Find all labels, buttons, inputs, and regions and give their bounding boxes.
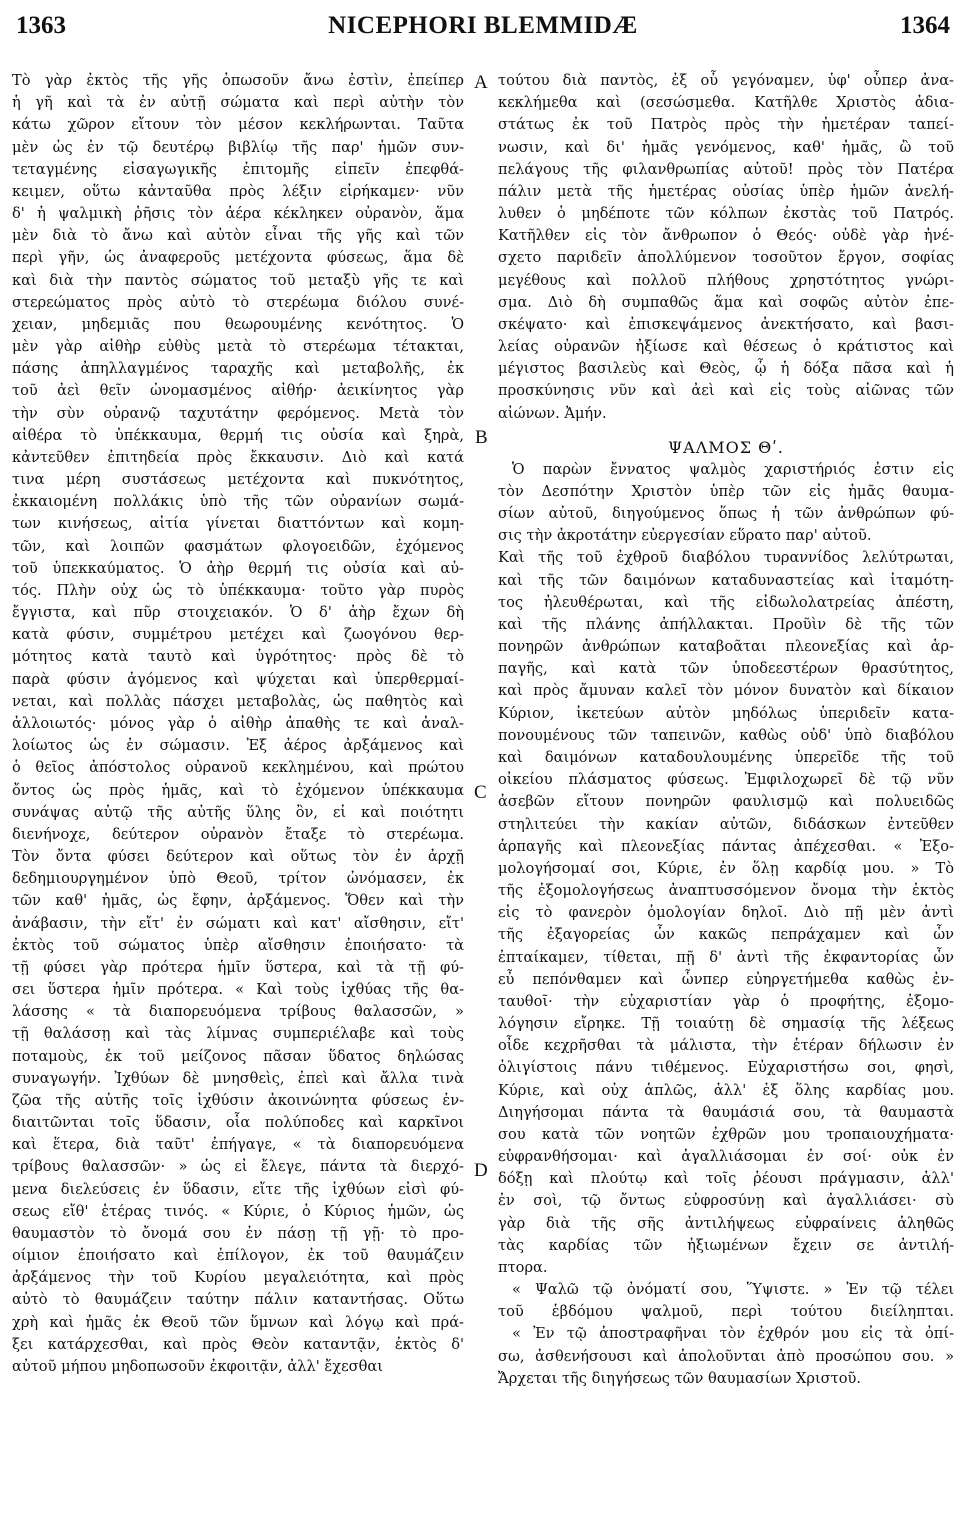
text-line: κεκλήμεθα καὶ (σεσώσμεθα. Κατῆλθε Χριστὸς ἀδια- bbox=[498, 94, 954, 112]
text-line: ἀρξάμενος τὴν τοῦ Κυρίου μεγαλειότητα, καὶ πρὸς bbox=[12, 1269, 464, 1287]
text-line: σει ὕστερα ἡμῖν πρότερα. « Καὶ τοὺς ἰχθύας τῆς θα- bbox=[12, 981, 464, 999]
text-line: Κατῆλθεν εἰς τὸν ἄνθρωπον ὁ Θεός· οὐδὲ γὰρ ἠνέ- bbox=[498, 227, 954, 245]
text-line: « Ἐν τῷ ἀποστραφῆναι τὸν ἐχθρόν μου εἰς τὰ ὀπί- bbox=[512, 1325, 954, 1343]
text-line: ὀλιγίστοις πάνυ τιθέμενος. Εὐχαριστήσω σοι, φησὶ, bbox=[498, 1059, 954, 1077]
text-line: Κύριε, καὶ οὐχ ἁπλῶς, ἀλλ' ἐξ ὅλης καρδίας μου. bbox=[498, 1081, 954, 1099]
text-line: νεται, καὶ πολλὰς πάσχει μεταβολὰς, ὡς παθητὸς καὶ bbox=[12, 692, 464, 710]
margin-marker-c: C bbox=[474, 782, 487, 803]
text-line: περὶ γῆν, ὡς ἀναφεροῦς μετέχοντα φύσεως, ἅμα δὲ bbox=[12, 249, 464, 267]
text-line: πάλιν μετὰ τῆς ἡμετέρας οὐσίας ὑπὲρ ἡμῶν ἀνελή- bbox=[498, 182, 954, 200]
text-line: καὶ πρὸς ἄμυναν καλεῖ τὸν μόνον δυνατὸν καὶ δίκαιον bbox=[498, 682, 954, 700]
text-line: τοῦ ἑβδόμου ψαλμοῦ, περὶ τούτου διείληπται. bbox=[498, 1303, 954, 1321]
text-line: πονουμένους τῶν ταπεινῶν, καθὼς οὐδ' ὑπὸ διαβόλου bbox=[498, 726, 954, 744]
margin-marker-b: B bbox=[475, 427, 488, 448]
page-number-right: 1364 bbox=[900, 12, 950, 39]
text-line: ξει κατάρχεσθαι, καὶ πρὸς Θεὸν καταντᾷν, ἐκτὸς δ' bbox=[12, 1335, 464, 1353]
text-line: εἰς τὸ φανερὸν ὁμολογίαν δηλοῖ. Διὸ πῇ μὲν ἀντὶ bbox=[498, 904, 954, 922]
text-line: μότητος κατὰ ταυτὸ καὶ ὑγρότητος· πρὸς δὲ τὸ bbox=[12, 648, 464, 666]
text-line: στηλιτεύει τὴν κακίαν αὐτῶν, διδάσκων ἐντεῦθεν bbox=[498, 815, 954, 833]
text-line: σίων αὐτοῦ, διηγούμενος ὅπως ἡ τῶν ἀνθρώπων φύ- bbox=[498, 505, 954, 523]
text-line: τῇ φύσει γὰρ πρότερα ἡμῖν ὕστερα, καὶ τὰ τῇ φύ- bbox=[12, 958, 464, 976]
text-line: χρὴ καὶ ἡμᾶς ἐκ Θεοῦ τῶν ὕμνων καὶ λόγῳ καὶ πρά- bbox=[12, 1313, 464, 1331]
text-line: μὲν διὰ τὸ ἄνω καὶ αὐτὸν εἶναι τῆς γῆς καὶ τῶν bbox=[12, 227, 464, 245]
text-line: λάσσης « τὰ διαπορευόμενα τρίβους θαλασσῶν, » bbox=[12, 1003, 464, 1021]
text-line: συνάψας αὐτῷ τῆς αὐτῆς ὕλης ὂν, εἰ καὶ ποιότητι bbox=[12, 803, 464, 821]
text-line: σεως εἴθ' ἑτέρας τινός. « Κύριε, ὁ Κύριος ἡμῶν, ὡς bbox=[12, 1202, 464, 1220]
text-line: ὄντος ὡς πρὸς ἡμᾶς, καὶ τὸ ἐχόμενον ὑπέκκαυμα bbox=[12, 781, 464, 799]
text-line: νωσιν, καὶ δι' ἡμᾶς γενόμενος, καθ' ἡμᾶς, ὢ τοῦ bbox=[498, 138, 954, 156]
text-line: αἰθέρα τὸ ὑπέκκαυμα, θερμή τις οὐσία καὶ ξηρὰ, bbox=[12, 426, 464, 444]
text-line: καὶ τῆς πλάνης ἀπήλλακται. Προῦὶν δὲ τῆς τῶν bbox=[498, 615, 954, 633]
text-line: σμα. Διὸ δὴ συμπαθῶς ἅμα καὶ σοφῶς αὐτὸν ἐπε- bbox=[498, 293, 954, 311]
text-line: ἔγγιστα, καὶ πῦρ στοιχειακόν. Ὁ δ' ἀὴρ ἔχων δὴ bbox=[12, 604, 464, 622]
text-line: σχετο παριδεῖν ἀπολλύμενον τοσοῦτον ἔργον, σοφίας bbox=[498, 249, 954, 267]
text-line: οίμιον ἐποιήσατο καὶ ἐπίλογον, ἐκ τοῦ θαυμάζειν bbox=[12, 1247, 464, 1265]
text-line: μέγιστος βασιλεὺς καὶ Θεὸς, ᾧ ἡ δόξα πᾶσα καὶ ἡ bbox=[498, 360, 954, 378]
text-line: τῇ θαλάσσῃ καὶ τὰς λίμνας συμπεριέλαβε καὶ τοὺς bbox=[12, 1025, 464, 1043]
text-line: ἀλλοιωτός· μόνος γὰρ ὁ αἰθὴρ ἀπαθὴς τε καὶ ἀναλ- bbox=[12, 714, 464, 732]
text-line: τινα μέρη συστάσεως μετέχοντα καὶ πυκνότητος, bbox=[12, 471, 464, 489]
text-line: ἐκτὸς τοῦ σώματος ὑπὲρ αἴσθησιν ἐποιήσατο· τὰ bbox=[12, 936, 464, 954]
text-line: παρὰ φύσιν ἀγόμενος καὶ ψύχεται καὶ ὑπερθερμαί- bbox=[12, 670, 464, 688]
page-number-left: 1363 bbox=[16, 12, 66, 39]
left-text-column bbox=[12, 70, 464, 1378]
text-line: προσκύνησις νῦν καὶ ἀεὶ καὶ εἰς τοὺς αἰῶνας τῶν bbox=[498, 382, 954, 400]
text-line: αὐτὸ τὸ θαυμάζειν ταύτην πάλιν καταντήσας. Οὕτω bbox=[12, 1291, 464, 1309]
text-line: των κινήσεως, αἰτία γίνεται διαττόντων καὶ κομη- bbox=[12, 515, 464, 533]
text-line: καὶ ἕτερα, διὰ ταῦτ' ἐπήγαγε, « τὰ διαπορευόμενα bbox=[12, 1136, 464, 1154]
text-line: ἐπταίκαμεν, τίθεται, πῇ δ' ἀντὶ τῆς ἐκφαντορίας ὧν bbox=[498, 948, 954, 966]
text-line: οἶδε κεχρῆσθαι τὰ μάλιστα, τὴν ἑτέραν δήλωσιν ἐν bbox=[498, 1037, 954, 1055]
text-line: καὶ δαιμόνων καταδουλουμένης ὑπερεῖδε τῆς τοῦ bbox=[498, 748, 954, 766]
text-line: κειμεν, οὕτω κἀνταῦθα πρὸς λέξιν εἰρήκαμεν· νῦν bbox=[12, 182, 464, 200]
text-line: τῆς ἐξομολογήσεως ἀναπτυσσόμενον ὄνομα τὴν ἐκτὸς bbox=[498, 882, 954, 900]
text-line: σω, ἀσθενήσουσι καὶ ἀπολοῦνται ἀπὸ προσώπου σου. » bbox=[498, 1347, 954, 1365]
text-line: ἐν σοὶ, τῷ ὄντως εὐφροσύνῃ καὶ ἀγαλλιάσει· σὺ bbox=[498, 1192, 954, 1210]
right-text-column bbox=[498, 70, 954, 1390]
running-title: NICEPHORI BLEMMIDÆ bbox=[328, 12, 638, 39]
text-line: ταυθοῖ· τὴν εὐχαριστίαν γὰρ ὁ προφήτης, ἐξομο- bbox=[498, 992, 954, 1010]
text-line: οἰκείου πλάσματος φύσεως. Ἐμφιλοχωρεῖ δὲ τῷ νῦν bbox=[498, 771, 954, 789]
text-line: πτορα. bbox=[498, 1258, 548, 1276]
text-line: καὶ διὰ τὴν παντὸς σώματος τοῦ μεταξὺ γῆς τε καὶ bbox=[12, 271, 464, 289]
text-line: δόξῃ καὶ πλούτῳ καὶ τοῖς ῥέουσι πράγμασιν, ἀλλ' bbox=[498, 1170, 954, 1188]
text-line: λοίωτος ὡς ἐν σώμασιν. Ἐξ ἀέρος ἀρξάμενος καὶ bbox=[12, 737, 464, 755]
text-line: μὲν γὰρ αἰθὴρ εὐθὺς μετὰ τὸ στερέωμα τέτακται, bbox=[12, 338, 464, 356]
text-line: τὰς καρδίας τῶν ἠξιωμένων ἔχειν σε ἀντιλή- bbox=[498, 1236, 954, 1254]
text-line: ποταμοὺς, ἐκ τοῦ μείζονος πᾶσαν ὕδατος δηλώσας bbox=[12, 1047, 464, 1065]
page-header bbox=[16, 12, 950, 46]
text-line: λόγησιν εἴρηκε. Τῇ τοιαύτῃ δὲ σημασίᾳ τῆς λέξεως bbox=[498, 1015, 954, 1033]
text-line: τοῦ ἀεὶ θεῖν ὠνομασμένος αἰθήρ· ἀεικίνητος γὰρ bbox=[12, 382, 464, 400]
text-line: γὰρ διὰ τῆς σῆς ἀντιλήψεως εὐφραίνεις ἀληθῶς bbox=[498, 1214, 954, 1232]
text-line: τῶν, καὶ λοιπῶν φασμάτων φλογοειδῶν, ἐχόμενος bbox=[12, 537, 464, 555]
text-line: στερεώματος πρὸς αὐτὸ τὸ στερέωμα διόλου συνέ- bbox=[12, 293, 464, 311]
margin-marker-d: D bbox=[474, 1160, 488, 1181]
text-line: ἁρπαγῆς καὶ πλεονεξίας πάντας ἀπέχεσθαι. « Ἐξο- bbox=[498, 837, 954, 855]
text-line: ὁ θεῖος ἀπόστολος οὐρανοῦ κεκλημένου, καὶ πρώτου bbox=[12, 759, 464, 777]
text-line: διαιτῶνται τοῖς ὕδασιν, οἷα πολύποδες καὶ καρκῖνοι bbox=[12, 1114, 464, 1132]
margin-marker-a: A bbox=[474, 72, 488, 93]
text-line: σκέψατο· καὶ ἐπισκεψάμενος ἀνεκτήσατο, καὶ βασι- bbox=[498, 315, 954, 333]
text-line: μολογήσομαί σοι, Κύριε, ἐν ὅλῃ καρδίᾳ μου. » Τὸ bbox=[498, 859, 954, 877]
text-line: κἀντεῦθεν ἐπιτηδεία πρὸς ἔκκαυσιν. Διὸ καὶ κατά bbox=[12, 448, 464, 466]
text-line: διενήνοχε, δεύτερον οὐρανὸν ἔταξε τὸ στερέωμα. bbox=[12, 825, 464, 843]
text-line: μὲν ὡς ἐν τῷ δευτέρῳ βιβλίῳ τῆς παρ' ἡμῶν συν- bbox=[12, 138, 464, 156]
text-line: συναγωγήν. Ἰχθύων δὲ μνησθεὶς, ἐπεὶ καὶ ἄλλα τινὰ bbox=[12, 1069, 464, 1087]
text-line: τεταγμένης εἰσαγωγικῆς ἐπιτομῆς εἰπεῖν ἐπεφθά- bbox=[12, 160, 464, 178]
text-line: δεδημιουργημένον ὑπὸ Θεοῦ, τρίτον ὠνόμασεν, ἐκ bbox=[12, 870, 464, 888]
text-line: ἐκκαιομένη πολλάκις ὑπὸ τῆς τῶν οὐρανίων σωμά- bbox=[12, 493, 464, 511]
text-line: λείας οὐρανῶν ἠξίωσε καὶ θέσεως ὁ κράτιστος καὶ bbox=[498, 338, 954, 356]
text-line: Καὶ τῆς τοῦ ἐχθροῦ διαβόλου τυραννίδος λελύτρωται, bbox=[498, 549, 954, 567]
text-line: παγῆς, καὶ κατὰ τῶν ὑποδεεστέρων θρασύτητος, bbox=[498, 660, 954, 678]
text-line: Τὸ γὰρ ἐκτὸς τῆς γῆς ὁπωσοῦν ἄνω ἐστὶν, ἐπείπερ bbox=[12, 72, 464, 89]
text-line: τοῦ ὑπεκκαύματος. Ὁ ἀὴρ θερμή τις οὐσία καὶ αὐ- bbox=[12, 559, 464, 577]
text-line: στάτως ἐκ τοῦ Πατρὸς πρὸς τὴν ἡμετέραν ταπεί- bbox=[498, 116, 954, 134]
text-line: τὸν Δεσπότην Χριστὸν ὑπὲρ τῶν εἰς ἡμᾶς θαυμα- bbox=[498, 482, 954, 500]
text-line: αὐτοῦ μήπου μηδοπωσοῦν ἐκφοιτᾷν, ἀλλ' ἔχεσθαι bbox=[12, 1357, 383, 1375]
text-line: μεγέθους καὶ πολλοῦ πλήθους χρηστότητος γνώρι- bbox=[498, 271, 954, 289]
text-line: ἀνάβασιν, τὴν εἴτ' ἐν σώματι καὶ κατ' αἴσθησιν, εἴτ' bbox=[12, 914, 464, 932]
text-line: μενα διελεύσεις ἐν ὕδασιν, εἴτε τῆς ἰχθύων εἰσὶ φύ- bbox=[12, 1180, 464, 1198]
text-line: πονηρῶν ἀνθρώπων καταβοᾶται πλεονεξίας καὶ ἁρ- bbox=[498, 638, 954, 656]
text-line: ἡ γῆ καὶ τὰ ἐν αὐτῇ σώματα καὶ περὶ αὐτὴν τὸν bbox=[12, 94, 464, 112]
text-line: κάτω χῶρον εἴτουν τὸν μέσον κεκλήρωνται. Ταῦτα bbox=[12, 116, 464, 134]
text-line: τούτου διὰ παντὸς, ἐξ οὗ γεγόναμεν, ὑφ' οὗπερ ἀνα- bbox=[498, 72, 954, 89]
text-line: Τὸν ὄντα φύσει δεύτερον καὶ οὕτως τὸν ἐν ἀρχῇ bbox=[12, 848, 464, 866]
text-line: πάσης ἀπηλλαγμένος ταραχῆς καὶ μεταβολῆς, ἐκ bbox=[12, 360, 464, 378]
text-line: Ἄρχεται τῆς διηγήσεως τῶν θαυμασίων Χριστοῦ. bbox=[498, 1369, 862, 1387]
text-line: σις τὴν ἀκροτάτην εὐεργεσίαν εὕρατο παρ' αὐτοῦ. bbox=[498, 527, 872, 545]
text-line: εὐφρανθήσομαι· καὶ ἀγαλλιάσομαι ἐν σοί· οὐκ ἐν bbox=[498, 1148, 954, 1166]
text-line: Ὁ παρὼν ἔννατος ψαλμὸς χαριστήριός ἐστιν εἰς bbox=[512, 460, 954, 478]
text-line: Διηγήσομαι πάντα τὰ θαυμάσιά σου, τὰ θαυμαστὰ bbox=[498, 1103, 954, 1121]
text-line: τῆς ἐξαγορείας ὧν κακῶς πεπράχαμεν καὶ ὧν bbox=[498, 926, 954, 944]
text-line: δ' ἡ ψαλμικὴ ῥῆσις τὸν ἀέρα κέκληκεν οὐρανὸν, ἅμα bbox=[12, 205, 464, 223]
text-line: κατὰ φύσιν, συμμέτρου μετέχει καὶ ζωογόνου θερ- bbox=[12, 626, 464, 644]
text-line: τρίβους θαλασσῶν· » ὡς εἰ ἔλεγε, πάντα τὰ διερχό- bbox=[12, 1158, 464, 1176]
text-line: ἀσεβῶν εἴτουν πονηρῶν φαυλισμῷ καὶ πολυειδῶς bbox=[498, 793, 954, 811]
text-line: πελάγους τῆς φιλανθρωπίας αὐτοῦ! πρὸς τὸν Πατέρα bbox=[498, 160, 954, 178]
psalm-heading: ΨΑΛΜΟΣ Θʹ. bbox=[668, 437, 784, 457]
text-line: θαυμαστὸν τὸ ὄνομά σου ἐν πάσῃ τῇ γῇ· τὸ προ- bbox=[12, 1224, 464, 1242]
text-line: τός. Πλὴν οὐχ ὡς τὸ ὑπέκκαυμα· τοῦτο γὰρ πυρὸς bbox=[12, 581, 464, 599]
text-line: τὴν σὺν οὐρανῷ ταχυτάτην φερόμενος. Μετὰ τὸν bbox=[12, 404, 464, 422]
text-line: σου κατὰ τῶν νοητῶν ἐχθρῶν μου τροπαιουχήματα· bbox=[498, 1125, 954, 1143]
text-line: ζῶα τῆς αὐτῆς τοῖς ἰχθύσιν ἀκοινώνητα φύσεως ἐν- bbox=[12, 1091, 464, 1109]
text-line: « Ψαλῶ τῷ ὀνόματί σου, Ὕψιστε. » Ἐν τῷ τέλει bbox=[512, 1281, 954, 1299]
text-line: τος ἠλευθέρωται, καὶ τῆς εἰδωλολατρείας ἀπέστη, bbox=[498, 593, 954, 611]
text-line: λυθεν ὁ μηδέποτε τῶν κόλπων ἐκστὰς τοῦ Πατρός. bbox=[498, 205, 954, 223]
text-line: τῶν καθ' ἡμᾶς, ὡς ἔφην, ἀρξάμενος. Ὅθεν καὶ τὴν bbox=[12, 892, 464, 910]
text-line: εὖ πεπόνθαμεν καὶ ὧνπερ εὐηργετήμεθα καθὼς ἐν- bbox=[498, 970, 954, 988]
text-line: Κύριον, ἱκετεύων αὐτὸν μηδόλως ὑπεριδεῖν κατα- bbox=[498, 704, 954, 722]
text-line: καὶ τῆς τῶν δαιμόνων καταδυναστείας καὶ ἰταμότη- bbox=[498, 571, 954, 589]
text-line: χειαν, μηδεμιᾶς που θεωρουμένης κενότητος. Ὁ bbox=[12, 315, 464, 333]
text-line: αἰώνων. Ἀμήν. bbox=[498, 404, 607, 422]
